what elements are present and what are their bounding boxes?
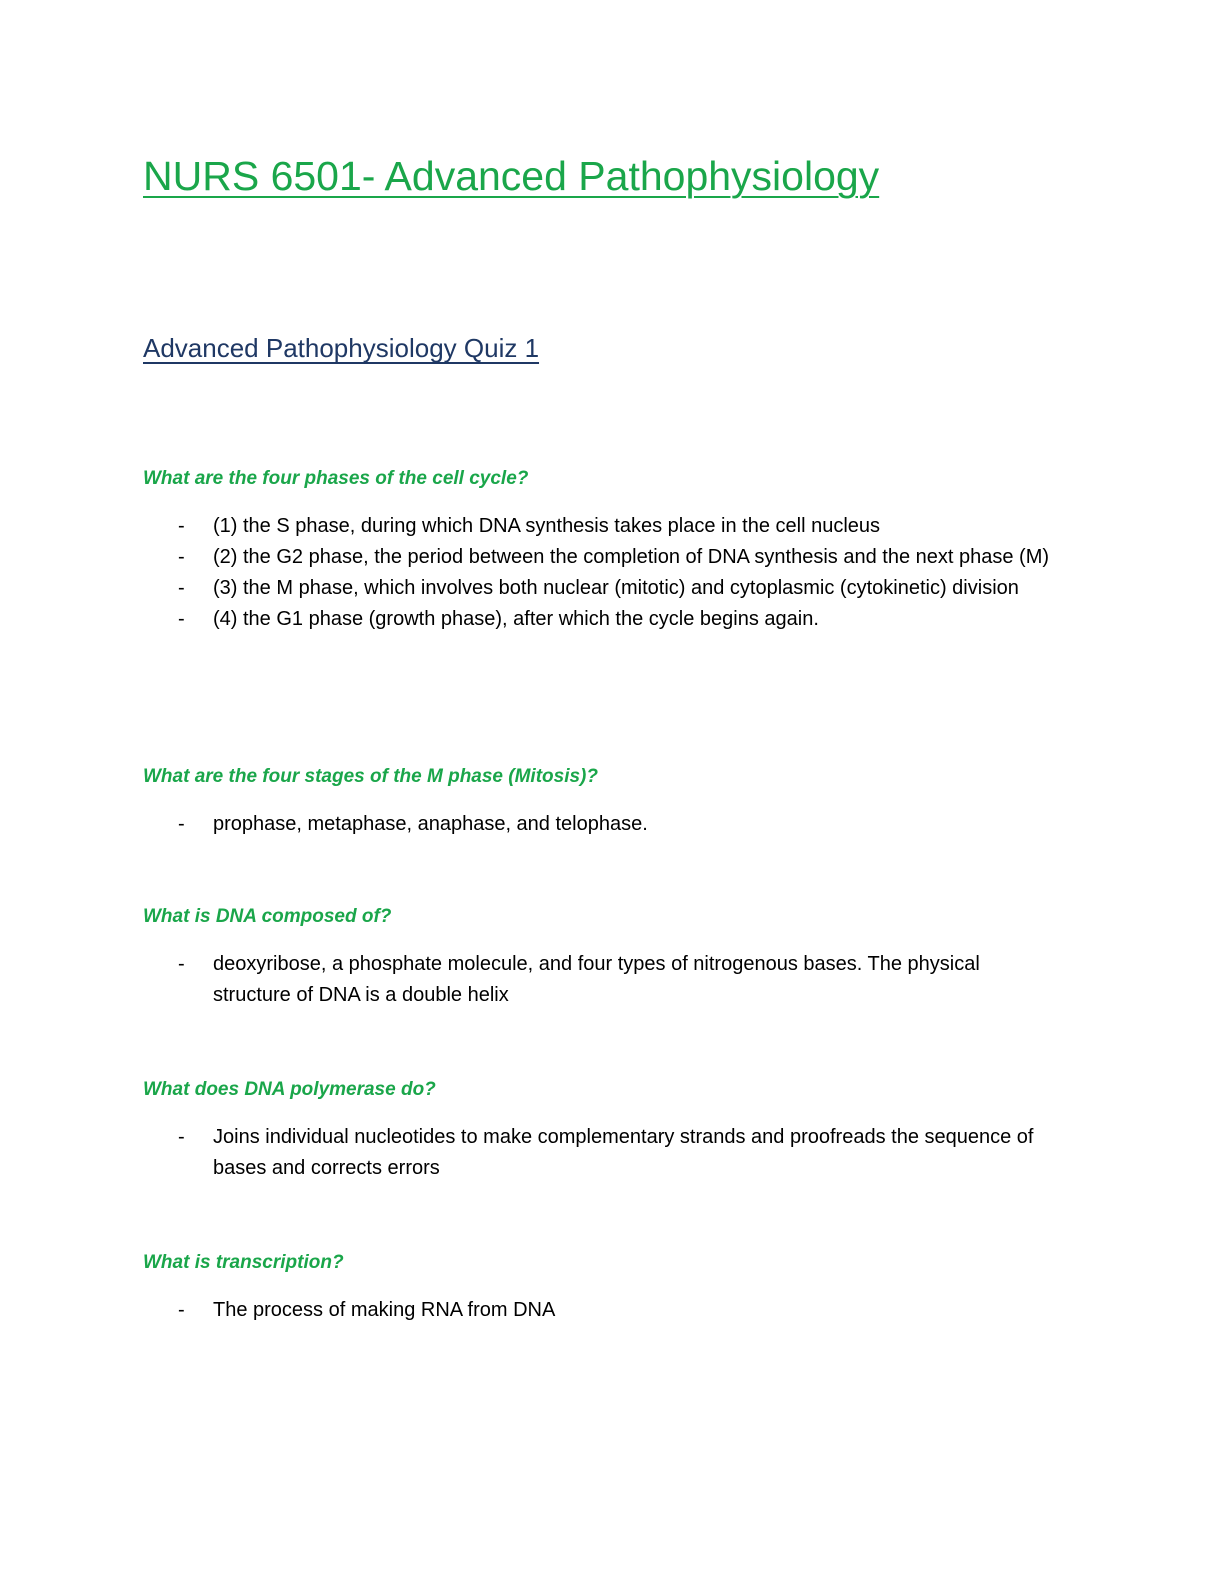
answer-item [143,809,1063,840]
answer-item [143,1295,1063,1326]
answer-text: deoxyribose, a phosphate molecule, and four types of nitrogenous bases. The physical structure of DNA is a double helix [213,953,980,1006]
answer-text: (1) the S phase, during which DNA synthesis takes place in the cell nucleus [213,515,881,537]
question-heading: What does DNA polymerase do? [143,1079,436,1100]
answer-list [143,949,1063,1011]
question-heading: What are the four phases of the cell cycle? [143,468,529,489]
page-title: NURS 6501- Advanced Pathophysiology [143,153,880,199]
question-block [143,1076,1063,1184]
answer-item [143,573,1063,604]
question-block [143,903,1063,1011]
question-block [143,1249,1063,1326]
dash-bullet: - [178,515,185,537]
question-heading: What are the four stages of the M phase (Mitosis)? [143,766,598,787]
answer-text: The process of making RNA from DNA [213,1299,556,1321]
answer-list [143,1295,1063,1326]
answer-list [143,809,1063,840]
question-heading: What is transcription? [143,1252,344,1273]
dash-bullet: - [178,608,185,630]
question-heading: What is DNA composed of? [143,906,392,927]
answer-list [143,511,1063,635]
answer-item [143,1122,1063,1184]
answer-text: (3) the M phase, which involves both nuclear (mitotic) and cytoplasmic (cytokinetic) division [213,577,1019,599]
dash-bullet: - [178,577,185,599]
answer-text: Joins individual nucleotides to make complementary strands and proofreads the sequence of bases and corrects errors [213,1126,1034,1179]
dash-bullet: - [178,1299,185,1321]
dash-bullet: - [178,953,185,975]
answer-item [143,542,1063,573]
answer-item [143,511,1063,542]
answer-text: prophase, metaphase, anaphase, and telophase. [213,813,648,835]
quiz-subtitle: Advanced Pathophysiology Quiz 1 [143,333,540,363]
answer-text: (2) the G2 phase, the period between the completion of DNA synthesis and the next phase (M) [213,546,1050,568]
answer-item [143,604,1063,635]
question-block [143,465,1063,635]
dash-bullet: - [178,813,185,835]
answer-item [143,949,1063,1011]
dash-bullet: - [178,546,185,568]
answer-list [143,1122,1063,1184]
question-block [143,763,1063,840]
dash-bullet: - [178,1126,185,1148]
answer-text: (4) the G1 phase (growth phase), after which the cycle begins again. [213,608,819,630]
